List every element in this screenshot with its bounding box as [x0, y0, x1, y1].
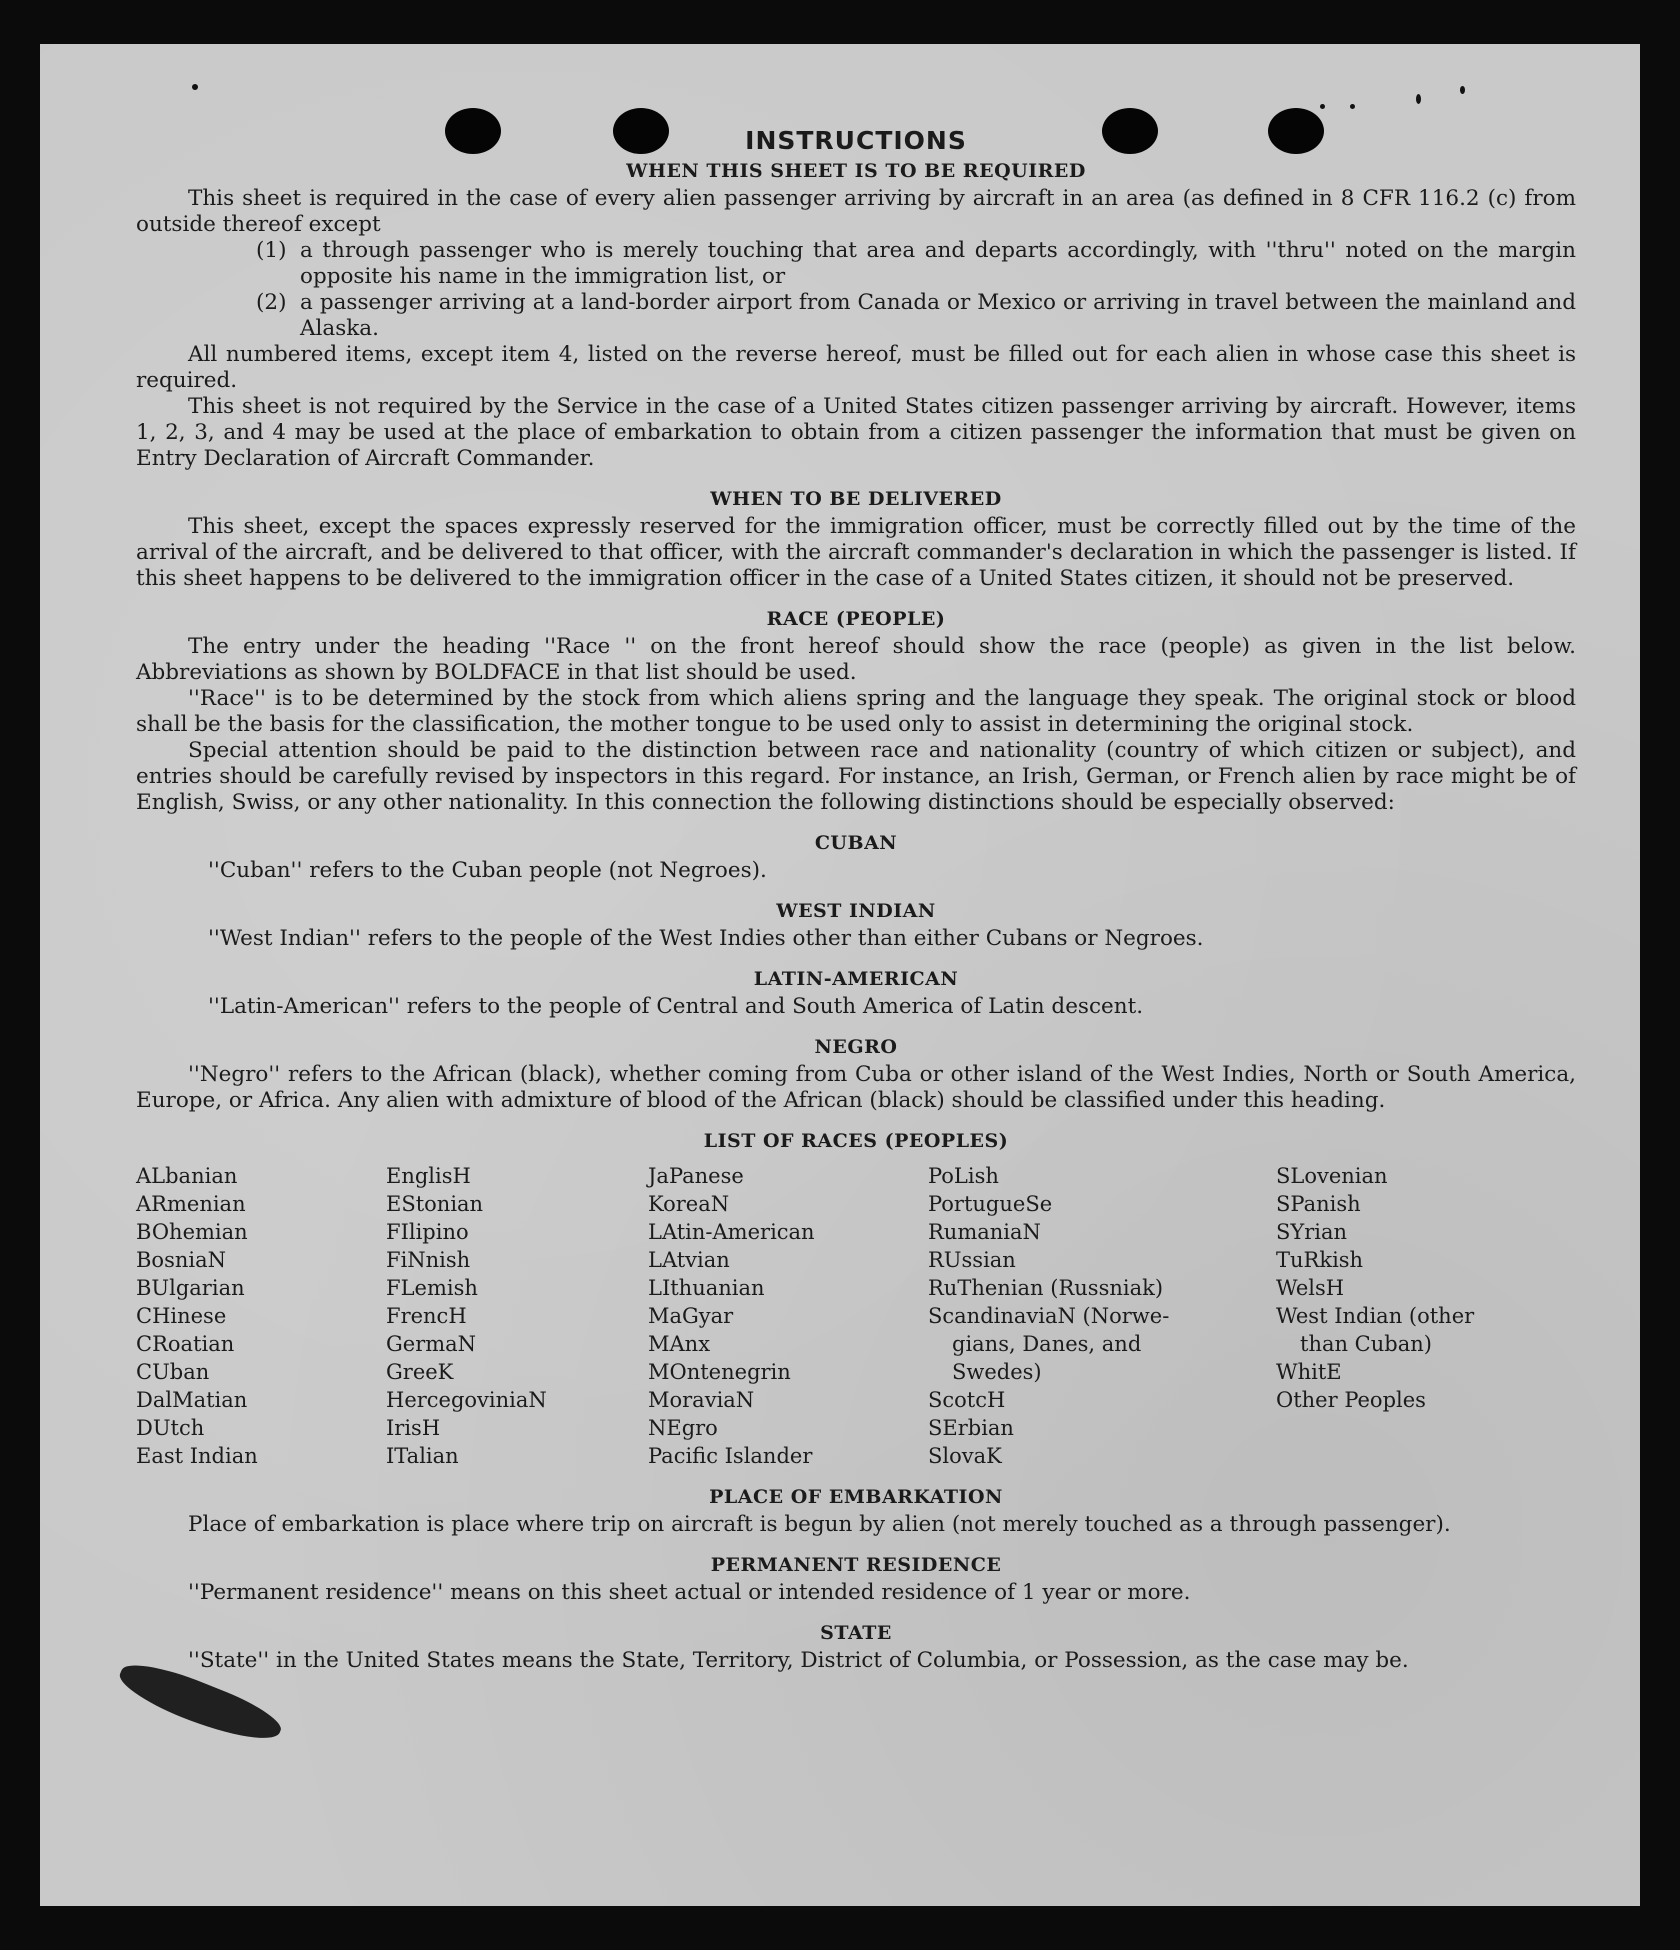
paragraph: This sheet is required in the case of every alien passenger arriving by aircraft in an area (as defined in 8 CFR 116.2 (c) from outside thereof except	[136, 186, 1576, 237]
races-column	[136, 1162, 386, 1470]
item-number: (2)	[256, 290, 287, 315]
race-entry: IrisH	[386, 1416, 441, 1440]
paragraph: ''State'' in the United States means the State, Territory, District of Columbia, or Possession, as the case may be.	[188, 1648, 1409, 1673]
race-entry: PortugueSe	[928, 1192, 1053, 1216]
race-entry: SErbian	[928, 1416, 1014, 1440]
speck	[192, 84, 198, 90]
paragraph: ''Cuban'' refers to the Cuban people (not Negroes).	[208, 858, 767, 883]
race-entry: MaGyar	[648, 1304, 734, 1328]
race-entry: MOntenegrin	[648, 1360, 791, 1384]
race-entry: LAtin-American	[648, 1220, 815, 1244]
race-entry: East Indian	[136, 1444, 258, 1468]
race-entry: LAtvian	[648, 1248, 730, 1272]
section-heading: NEGRO	[814, 1036, 898, 1058]
item-text: a through passenger who is merely touching that area and departs accordingly, with ''thru'' noted on the margin opposite his name in the immigration list, or	[300, 238, 1576, 289]
paragraph: ''Latin-American'' refers to the people of Central and South America of Latin descent.	[208, 994, 1144, 1019]
race-entry: ARmenian	[136, 1192, 246, 1216]
race-entry-continued: Swedes)	[952, 1360, 1042, 1384]
section-heading: WEST INDIAN	[776, 900, 936, 922]
section-heading: PERMANENT RESIDENCE	[710, 1554, 1002, 1576]
speck	[1320, 104, 1325, 109]
race-entry: Pacific Islander	[648, 1444, 813, 1468]
list-item	[256, 290, 1576, 342]
race-entry: CUban	[136, 1360, 210, 1384]
race-entry: SPanish	[1276, 1192, 1361, 1216]
race-entry: BosniaN	[136, 1248, 226, 1272]
race-entry: West Indian (other	[1276, 1304, 1475, 1328]
race-entry: EStonian	[386, 1192, 484, 1216]
paragraph: ''Race'' is to be determined by the stock from which aliens spring and the language they speak. The original stock or blood shall be the basis for the classification, the mother tongue to be used only to assist in determining the original stock.	[136, 686, 1576, 737]
race-entry: EnglisH	[386, 1164, 471, 1188]
race-entry: ScandinaviaN (Norwe-	[928, 1304, 1170, 1328]
document-sheet	[40, 44, 1640, 1906]
paragraph: All numbered items, except item 4, listed on the reverse hereof, must be filled out for each alien in whose case this sheet is required.	[136, 342, 1576, 393]
race-entry: RumaniaN	[928, 1220, 1041, 1244]
section-heading: LIST OF RACES (PEOPLES)	[703, 1130, 1009, 1152]
race-entry: KoreaN	[648, 1192, 730, 1216]
paragraph: The entry under the heading ''Race '' on the front hereof should show the race (people) as given in the list below. Abbreviations as shown by BOLDFACE in that list should be used.	[136, 634, 1576, 685]
paragraph: ''Permanent residence'' means on this sheet actual or intended residence of 1 year or more.	[188, 1580, 1191, 1605]
race-entry: SlovaK	[928, 1444, 1002, 1468]
race-entry: Other Peoples	[1276, 1388, 1426, 1412]
race-entry: DalMatian	[136, 1388, 248, 1412]
race-entry: ScotcH	[928, 1388, 1006, 1412]
race-entry: HercegoviniaN	[386, 1388, 547, 1412]
paragraph: ''Negro'' refers to the African (black), whether coming from Cuba or other island of the West Indies, North or South America, Europe, or Africa. Any alien with admixture of blood of the African (black) should be classified under this heading.	[136, 1062, 1576, 1113]
races-column	[386, 1162, 648, 1470]
race-entry: SLovenian	[1276, 1164, 1388, 1188]
race-entry: MoraviaN	[648, 1388, 755, 1412]
section-heading: PLACE OF EMBARKATION	[709, 1486, 1003, 1508]
race-entry: FiNnish	[386, 1248, 471, 1272]
race-entry: ITalian	[386, 1444, 459, 1468]
race-entry: WhitE	[1276, 1360, 1342, 1384]
race-entry: GreeK	[386, 1360, 454, 1384]
list-item	[256, 238, 1576, 290]
paragraph: Special attention should be paid to the distinction between race and nationality (country of which citizen or subject), and entries should be carefully revised by inspectors in this regard. For instance, an Irish, German, or French alien by race might be of English, Swiss, or any other nationality. In this connection the following distinctions should be especially observed:	[136, 738, 1576, 815]
section-heading: STATE	[820, 1622, 892, 1644]
races-column	[648, 1162, 928, 1470]
item-text: a passenger arriving at a land-border airport from Canada or Mexico or arriving in travel between the mainland and Alaska.	[300, 290, 1576, 341]
race-entry: FrencH	[386, 1304, 467, 1328]
speck	[1416, 94, 1421, 104]
section-heading: WHEN THIS SHEET IS TO BE REQUIRED	[626, 160, 1086, 182]
race-entry: PoLish	[928, 1164, 999, 1188]
races-column	[928, 1162, 1276, 1470]
page-title: INSTRUCTIONS	[745, 126, 967, 155]
race-entry: WelsH	[1276, 1276, 1345, 1300]
race-entry: GermaN	[386, 1332, 477, 1356]
section-heading: CUBAN	[814, 832, 898, 854]
race-entry: BOhemian	[136, 1220, 248, 1244]
speck	[1460, 86, 1465, 94]
race-entry: ALbanian	[136, 1164, 238, 1188]
paragraph: ''West Indian'' refers to the people of the West Indies other than either Cubans or Negroes.	[208, 926, 1204, 951]
race-entry: JaPanese	[648, 1164, 744, 1188]
race-entry: FLemish	[386, 1276, 478, 1300]
race-entry: BUlgarian	[136, 1276, 245, 1300]
race-entry: TuRkish	[1276, 1248, 1364, 1272]
race-entry: MAnx	[648, 1332, 711, 1356]
instructions-content	[136, 124, 1576, 1674]
paragraph: This sheet is not required by the Service in the case of a United States citizen passenger arriving by aircraft. However, items 1, 2, 3, and 4 may be used at the place of embarkation to obtain from a citizen passenger the information that must be given on Entry Declaration of Aircraft Commander.	[136, 394, 1576, 471]
races-column	[1276, 1162, 1526, 1470]
race-entry-continued: than Cuban)	[1300, 1332, 1432, 1356]
race-entry: SYrian	[1276, 1220, 1348, 1244]
section-heading: WHEN TO BE DELIVERED	[710, 488, 1002, 510]
section-heading: LATIN-AMERICAN	[753, 968, 959, 990]
race-entry: RUssian	[928, 1248, 1016, 1272]
paragraph: This sheet, except the spaces expressly reserved for the immigration officer, must be correctly filled out by the time of the arrival of the aircraft, and be delivered to that officer, with the aircraft commander's declaration in which the passenger is listed. If this sheet happens to be delivered to the immigration officer in the case of a United States citizen, it should not be preserved.	[136, 514, 1576, 591]
races-list	[136, 1162, 1576, 1470]
race-entry: NEgro	[648, 1416, 718, 1440]
race-entry: LIthuanian	[648, 1276, 765, 1300]
section-heading: RACE (PEOPLE)	[766, 608, 946, 630]
race-entry: CHinese	[136, 1304, 227, 1328]
race-entry: DUtch	[136, 1416, 205, 1440]
race-entry-continued: gians, Danes, and	[952, 1332, 1142, 1356]
race-entry: RuThenian (Russniak)	[928, 1276, 1164, 1300]
paragraph: Place of embarkation is place where trip on aircraft is begun by alien (not merely touched as a through passenger).	[188, 1512, 1451, 1537]
item-number: (1)	[256, 238, 287, 263]
speck	[1350, 104, 1355, 109]
race-entry: CRoatian	[136, 1332, 235, 1356]
race-entry: FIlipino	[386, 1220, 469, 1244]
